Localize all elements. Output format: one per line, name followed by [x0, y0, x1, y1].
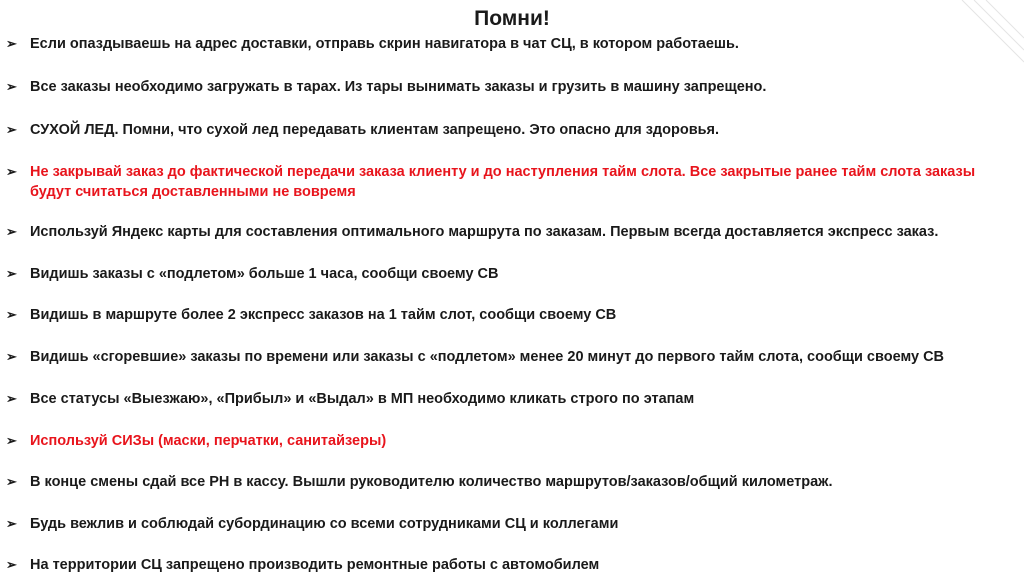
- arrow-bullet-icon: ➢: [6, 557, 17, 572]
- arrow-bullet-icon: ➢: [6, 307, 17, 322]
- list-item-text: Видишь в маршруте более 2 экспресс заказов на 1 тайм слот, сообщи своему СВ: [30, 307, 617, 323]
- list-item: [6, 34, 1016, 54]
- list-item: [6, 347, 1016, 367]
- list-item-text: Будь вежлив и соблюдай субординацию со всеми сотрудниками СЦ и коллегами: [30, 516, 619, 532]
- list-item: [6, 162, 1016, 202]
- arrow-bullet-icon: ➢: [6, 224, 17, 239]
- list-item: [6, 77, 1016, 97]
- list-item-text: СУХОЙ ЛЕД. Помни, что сухой лед передавать клиентам запрещено. Это опасно для здоровья.: [30, 122, 720, 138]
- list-item-text: Если опаздываешь на адрес доставки, отправь скрин навигатора в чат СЦ, в котором работаешь.: [30, 36, 739, 52]
- arrow-bullet-icon: ➢: [6, 349, 17, 364]
- list-item: [6, 222, 1016, 242]
- list-item: [6, 264, 1016, 284]
- list-item-text: Видишь заказы с «подлетом» больше 1 часа, сообщи своему СВ: [30, 266, 499, 282]
- arrow-bullet-icon: ➢: [6, 122, 17, 137]
- arrow-bullet-icon: ➢: [6, 474, 17, 489]
- list-item: [6, 555, 1016, 575]
- arrow-bullet-icon: ➢: [6, 36, 17, 51]
- list-item-text: В конце смены сдай все РН в кассу. Вышли руководителю количество маршрутов/заказов/общий километраж.: [30, 474, 833, 490]
- slide-title: Помни!: [474, 7, 550, 30]
- list-item-text: Видишь «сгоревшие» заказы по времени или заказы с «подлетом» менее 20 минут до первого тайм слота, сообщи своему СВ: [30, 349, 945, 365]
- list-item: [6, 305, 1016, 325]
- list-item-text: На территории СЦ запрещено производить ремонтные работы с автомобилем: [30, 557, 600, 573]
- list-item: [6, 120, 1016, 140]
- list-item: [6, 514, 1016, 534]
- arrow-bullet-icon: ➢: [6, 516, 17, 531]
- arrow-bullet-icon: ➢: [6, 391, 17, 406]
- list-item-text: Используй Яндекс карты для составления оптимального маршрута по заказам. Первым всегда доставляется экспресс заказ.: [30, 224, 939, 240]
- list-item-text: Не закрывай заказ до фактической передачи заказа клиенту и до наступления тайм слота. Все закрытые ранее тайм слота заказы будут считаться доставленными не вовремя: [30, 164, 976, 200]
- list-item: [6, 431, 1016, 451]
- arrow-bullet-icon: ➢: [6, 266, 17, 281]
- list-item: [6, 472, 1016, 492]
- arrow-bullet-icon: ➢: [6, 164, 17, 179]
- list-item-text: Все статусы «Выезжаю», «Прибыл» и «Выдал» в МП необходимо кликать строго по этапам: [30, 391, 695, 407]
- bullet-list: [6, 34, 1016, 575]
- list-item-text: Используй СИЗы (маски, перчатки, санитайзеры): [30, 433, 387, 449]
- list-item: [6, 389, 1016, 409]
- list-item-text: Все заказы необходимо загружать в тарах. Из тары вынимать заказы и грузить в машину запрещено.: [30, 79, 767, 95]
- arrow-bullet-icon: ➢: [6, 433, 17, 448]
- arrow-bullet-icon: ➢: [6, 79, 17, 94]
